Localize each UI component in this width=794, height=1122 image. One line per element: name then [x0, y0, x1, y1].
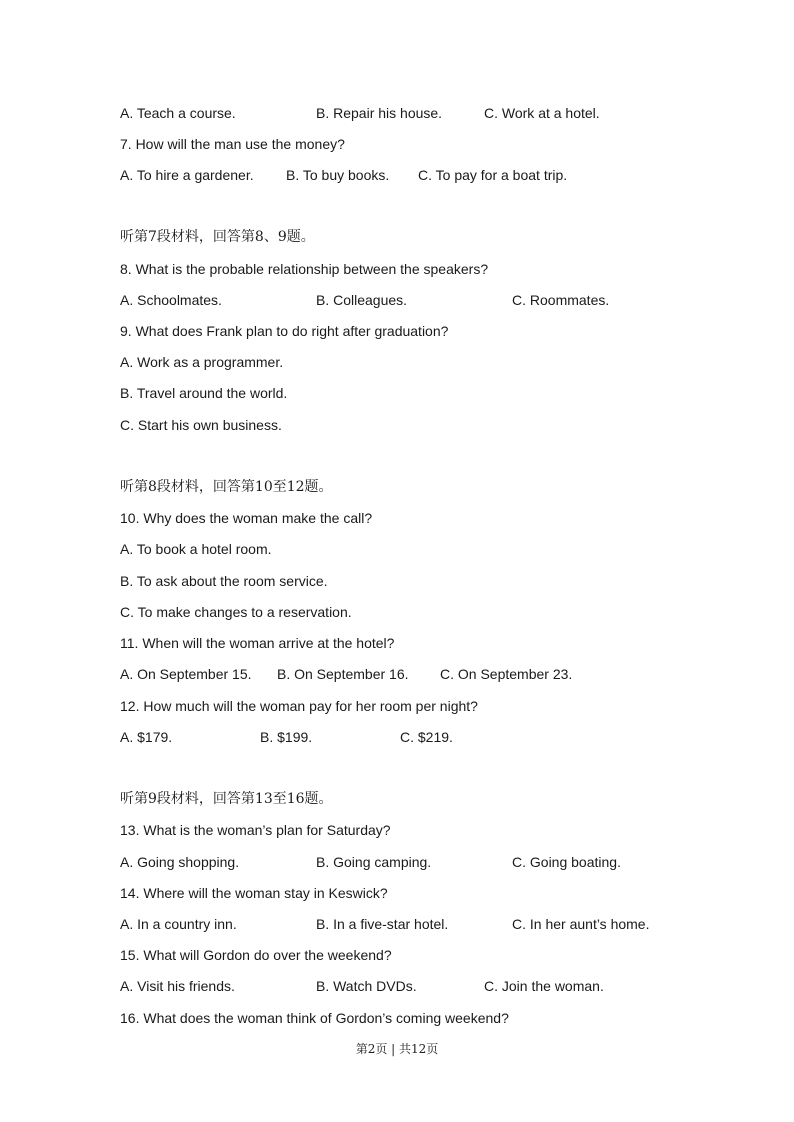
- q8-option-c: C. Roommates.: [512, 292, 610, 308]
- section-8-heading: 听第8段材料，回答第10至12题。: [120, 479, 333, 495]
- q11-question: 11. When will the woman arrive at the hotel?: [120, 635, 395, 651]
- q14-option-b: B. In a five-star hotel.: [316, 916, 449, 932]
- q15-option-a: A. Visit his friends.: [120, 978, 235, 994]
- q13-question: 13. What is the woman’s plan for Saturday?: [120, 822, 391, 838]
- page-footer: 第2页 | 共12页: [355, 1042, 439, 1056]
- q10-option-b: B. To ask about the room service.: [120, 573, 328, 589]
- q7-option-c: C. To pay for a boat trip.: [418, 167, 568, 183]
- q15-option-b: B. Watch DVDs.: [316, 978, 417, 994]
- q13-option-a: A. Going shopping.: [120, 854, 240, 870]
- q9-question: 9. What does Frank plan to do right after graduation?: [120, 323, 449, 339]
- q9-option-a: A. Work as a programmer.: [120, 354, 284, 370]
- q15-question: 15. What will Gordon do over the weekend?: [120, 947, 392, 963]
- q12-option-c: C. $219.: [400, 729, 453, 745]
- q12-option-b: B. $199.: [260, 729, 313, 745]
- q8-option-a: A. Schoolmates.: [120, 292, 222, 308]
- q12-question: 12. How much will the woman pay for her room per night?: [120, 698, 478, 714]
- q13-option-b: B. Going camping.: [316, 854, 432, 870]
- q8-option-b: B. Colleagues.: [316, 292, 408, 308]
- q8-question: 8. What is the probable relationship between the speakers?: [120, 261, 489, 277]
- q14-question: 14. Where will the woman stay in Keswick?: [120, 885, 388, 901]
- q11-option-a: A. On September 15.: [120, 666, 252, 682]
- q10-question: 10. Why does the woman make the call?: [120, 510, 373, 526]
- q7-option-a: A. To hire a gardener.: [120, 167, 254, 183]
- q6-option-a: A. Teach a course.: [120, 105, 236, 121]
- q10-option-c: C. To make changes to a reservation.: [120, 604, 352, 620]
- q6-option-b: B. Repair his house.: [316, 105, 443, 121]
- q7-option-b: B. To buy books.: [286, 167, 390, 183]
- q16-question: 16. What does the woman think of Gordon’s coming weekend?: [120, 1010, 509, 1026]
- q10-option-a: A. To book a hotel room.: [120, 541, 272, 557]
- q11-option-b: B. On September 16.: [277, 666, 409, 682]
- q12-option-a: A. $179.: [120, 729, 173, 745]
- q15-option-c: C. Join the woman.: [484, 978, 604, 994]
- section-9-heading: 听第9段材料，回答第13至16题。: [120, 791, 333, 807]
- q14-option-c: C. In her aunt’s home.: [512, 916, 650, 932]
- q13-option-c: C. Going boating.: [512, 854, 621, 870]
- q9-option-b: B. Travel around the world.: [120, 385, 288, 401]
- section-7-heading: 听第7段材料，回答第8、9题。: [120, 229, 315, 245]
- q7-question: 7. How will the man use the money?: [120, 136, 345, 152]
- q9-option-c: C. Start his own business.: [120, 417, 282, 433]
- q6-option-c: C. Work at a hotel.: [484, 105, 600, 121]
- q14-option-a: A. In a country inn.: [120, 916, 237, 932]
- q11-option-c: C. On September 23.: [440, 666, 573, 682]
